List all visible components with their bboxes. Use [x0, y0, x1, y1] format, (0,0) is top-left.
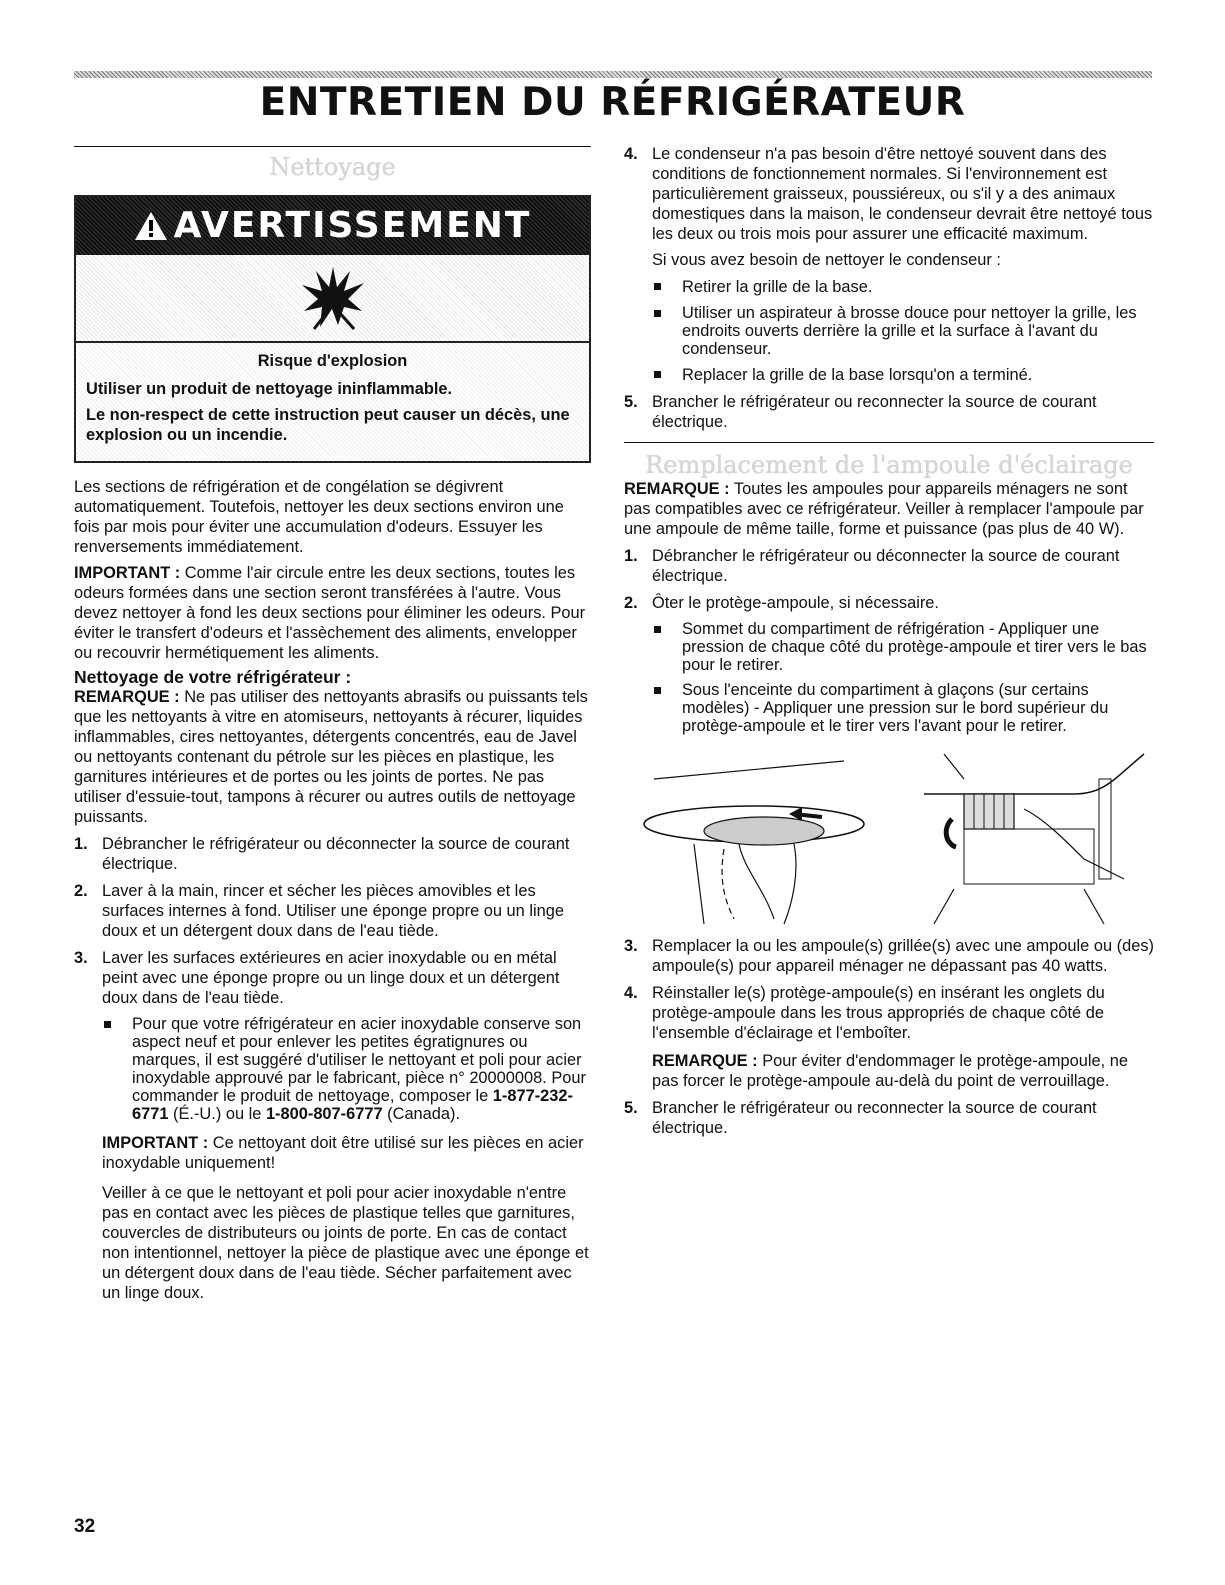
page-title: ENTRETIEN DU RÉFRIGÉRATEUR — [259, 80, 966, 125]
list-item — [74, 948, 591, 1303]
list-item: Replacer la grille de la base lorsqu'on a terminé. — [652, 365, 1154, 385]
bulb-steps — [624, 546, 1154, 735]
list-item — [624, 936, 1154, 976]
list-item — [624, 1098, 1154, 1138]
warning-title: AVERTISSEMENT — [173, 205, 532, 246]
final-paragraph: Veiller à ce que le nettoyant et poli pour acier inoxydable n'entre pas en contact avec les pièces de plastique telles que garnitures, couvercles de distributeurs ou joints de porte. En cas de contact non intentionnel, nettoyer la pièce de plastique avec une éponge et un détergent doux dans de l'eau tiède. Sécher parfaitement avec un linge doux. — [102, 1184, 589, 1302]
step-text: Laver à la main, rincer et sécher les pièces amovibles et les surfaces internes à fond. Utiliser une éponge propre ou un linge doux et un détergent doux dans de l'eau tiède. — [102, 882, 564, 940]
warning-risk: Risque d'explosion — [257, 352, 408, 370]
warning-body — [76, 343, 589, 461]
bullet-text: Pour que votre réfrigérateur en acier inoxydable conserve son aspect neuf et pour enlever les petites égratignures ou marques, il est suggéré d'utiliser le nettoyant et poli pour acier inoxydable approuvé par le fabricant, pièce n° 20000008. Pour commander le produit de nettoyage, composer le — [132, 1015, 586, 1105]
step-number: 2. — [74, 882, 88, 900]
warning-banner — [76, 197, 589, 255]
list-item — [74, 881, 591, 941]
warning-triangle-icon — [134, 211, 168, 241]
condenser-bullets — [652, 277, 1154, 385]
section-heading-nettoyage: Nettoyage — [269, 153, 396, 181]
remarque-2-paragraph — [652, 1051, 1154, 1091]
important-paragraph — [74, 563, 591, 663]
list-item — [102, 1015, 591, 1123]
warning-line-2: Le non-respect de cette instruction peut causer un décès, une explosion ou un incendie. — [86, 406, 570, 444]
cleaning-steps — [74, 834, 591, 1303]
phone-canada: 1-800-807-6777 — [265, 1105, 383, 1123]
step-number: 4. — [624, 984, 638, 1002]
warning-line-1: Utiliser un produit de nettoyage ininflammable. — [86, 380, 453, 398]
step-number: 5. — [624, 1099, 638, 1117]
list-item — [624, 593, 1154, 735]
section-rule — [74, 146, 591, 147]
step-text: Ôter le protège-ampoule, si nécessaire. — [652, 594, 939, 612]
step-text: Le condenseur n'a pas besoin d'être nettoyé souvent dans des conditions de fonctionnement normales. Si l'environnement est particulièrement graisseux, poussiéreux, ou s'il y a des animaux domestiques dans la maison, le condenseur devrait être nettoyé tous les deux ou trois mois pour assurer une efficacité maximum. — [652, 145, 1153, 243]
bulb-bullets — [652, 620, 1154, 735]
step-number: 2. — [624, 594, 638, 612]
step-number: 3. — [624, 937, 638, 955]
step-number: 1. — [624, 547, 638, 565]
condenser-intro: Si vous avez besoin de nettoyer le condenseur : — [652, 251, 1001, 269]
remarque-2-label: REMARQUE : — [652, 1052, 758, 1070]
important-2-text: Ce nettoyant doit être utilisé sur les pièces en acier inoxydable uniquement! — [102, 1134, 584, 1172]
important-label: IMPORTANT : — [74, 564, 181, 582]
list-item — [624, 983, 1154, 1091]
bullet-text: (Canada). — [382, 1105, 461, 1123]
left-column — [74, 146, 591, 1303]
phone-us: 1-877-232-6771 — [132, 1087, 573, 1123]
warning-box — [74, 195, 591, 463]
step-text: Débrancher le réfrigérateur ou déconnecter la source de courant électrique. — [652, 547, 1120, 585]
step-text: Laver les surfaces extérieures en acier inoxydable ou en métal peint avec une éponge propre ou un linge doux et un détergent doux dans de l'eau tiède. — [102, 949, 560, 1007]
list-item — [624, 392, 1154, 432]
remarque-paragraph — [74, 687, 591, 827]
list-item: Sommet du compartiment de réfrigération - Appliquer une pression de chaque côté du protège-ampoule et tirer vers le bas pour le retirer. — [652, 620, 1154, 674]
section-heading-ampoule: Remplacement de l'ampoule d'éclairage — [645, 451, 1133, 479]
remarque-text: Toutes les ampoules pour appareils ménagers ne sont pas compatibles avec ce réfrigérateur. Veiller à remplacer l'ampoule par une ampoule de même taille, forme et puissance (pas plus de 40 W). — [624, 480, 1144, 538]
step-number: 3. — [74, 949, 88, 967]
header-rule — [74, 71, 1152, 78]
step-text: Brancher le réfrigérateur ou reconnecter la source de courant électrique. — [652, 1099, 1097, 1137]
bullet-text: (É.-U.) ou le — [168, 1105, 266, 1123]
page-number: 32 — [74, 1516, 96, 1537]
remarque-paragraph — [624, 479, 1154, 539]
bulb-cover-ice-illustration — [924, 749, 1154, 929]
step-number: 5. — [624, 393, 638, 411]
step-text: Remplacer la ou les ampoule(s) grillée(s) avec une ampoule ou (des) ampoule(s) pour appareil ménager ne dépassant pas 40 watts. — [652, 937, 1154, 975]
list-item — [624, 144, 1154, 385]
bulb-cover-top-illustration — [624, 749, 884, 929]
important-text: Comme l'air circule entre les deux sections, toutes les odeurs formées dans une section seront transférées à l'autre. Vous devez nettoyer à fond les deux sections pour éliminer les odeurs. Pour éviter le transfert d'odeurs et l'assèchement des aliments, envelopper ou recouvrir hermétiquement les aliments. — [74, 564, 586, 662]
list-item — [624, 546, 1154, 586]
right-column — [624, 144, 1154, 1138]
intro-paragraph: Les sections de réfrigération et de congélation se dégivrent automatiquement. Toutefois, nettoyer les deux sections environ une fois par mois pour éviter une accumulation d'odeurs. Essuyer les renversements immédiatement. — [74, 478, 564, 556]
step-text: Débrancher le réfrigérateur ou déconnecter la source de courant électrique. — [102, 835, 570, 873]
step-text: Réinstaller le(s) protège-ampoule(s) en insérant les onglets du protège-ampoule dans les trous appropriés de chaque côté de l'ensemble d'éclairage et l'emboîter. — [652, 984, 1105, 1042]
list-item: Sous l'enceinte du compartiment à glaçons (sur certains modèles) - Appliquer une pression sur le bord supérieur du protège-ampoule et le tirer vers l'avant pour le retirer. — [652, 681, 1154, 735]
list-item: Utiliser un aspirateur à brosse douce pour nettoyer la grille, les endroits ouverts derrière la grille et la surface à l'avant du condenseur. — [652, 304, 1154, 358]
remarque-text: Ne pas utiliser des nettoyants abrasifs ou puissants tels que les nettoyants à vitre en atomiseurs, nettoyants à récurer, liquides inflammables, cires nettoyantes, détergents concentrés, eau de Javel ou nettoyants contenant du pétrole sur les pièces en plastique, les garnitures intérieures et de portes ou les joints de portes. Ne pas utiliser d'essuie-tout, tampons à récurer ou autres outils de nettoyage puissants. — [74, 688, 588, 826]
important-2-paragraph — [102, 1133, 591, 1173]
important-2-label: IMPORTANT : — [102, 1134, 209, 1152]
subheading-cleaning: Nettoyage de votre réfrigérateur : — [74, 667, 352, 687]
section-rule — [624, 442, 1154, 443]
explosion-icon — [76, 255, 589, 343]
step-text: Brancher le réfrigérateur ou reconnecter la source de courant électrique. — [652, 393, 1097, 431]
bulb-steps-continued — [624, 936, 1154, 1138]
step-number: 1. — [74, 835, 88, 853]
bulb-illustration — [624, 749, 1154, 929]
remarque-label: REMARQUE : — [624, 480, 730, 498]
list-item — [74, 834, 591, 874]
condenser-steps — [624, 144, 1154, 432]
stainless-bullets — [102, 1015, 591, 1123]
remarque-label: REMARQUE : — [74, 688, 180, 706]
list-item: Retirer la grille de la base. — [652, 277, 1154, 297]
remarque-2-text: Pour éviter d'endommager le protège-ampoule, ne pas forcer le protège-ampoule au-delà du point de verrouillage. — [652, 1052, 1128, 1090]
step-number: 4. — [624, 145, 638, 163]
